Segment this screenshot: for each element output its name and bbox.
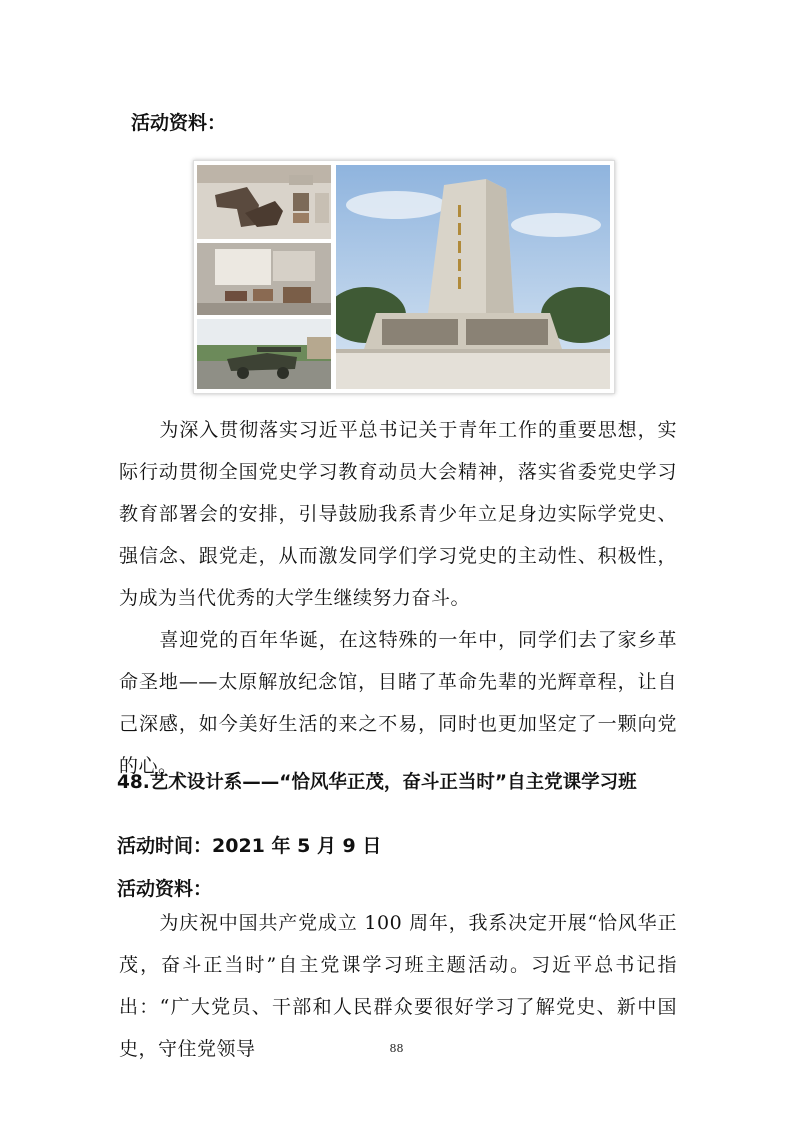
photo-collage [193, 160, 615, 394]
exhibit-photo [197, 243, 331, 315]
artifact-photo [197, 165, 331, 239]
tank-photo [197, 319, 331, 389]
materials-heading-2: 活动资料： [117, 878, 213, 900]
activity-time: 活动时间：2021 年 5 月 9 日 [117, 835, 382, 857]
monument-photo [336, 165, 610, 389]
paragraph-3-text: 为庆祝中国共产党成立 100 周年，我系决定开展“恰风华正茂，奋斗正当时”自主党课学习班主题活动。习近平总书记指出：“广大党员、干部和人民群众要很好学习了解党史、新中国史，守住党领导 [119, 912, 677, 1060]
materials-heading: 活动资料： [131, 112, 227, 134]
page-number: 88 [389, 1042, 404, 1055]
section-title: 48.艺术设计系——“恰风华正茂，奋斗正当时”自主党课学习班 [117, 772, 637, 793]
paragraph-1 [119, 409, 677, 619]
paragraph-2 [119, 619, 677, 787]
paragraph-1-text: 为深入贯彻落实习近平总书记关于青年工作的重要思想，实际行动贯彻全国党史学习教育动员大会精神，落实省委党史学习教育部署会的安排，引导鼓励我系青少年立足身边实际学党史、强信念、跟党走，从而激发同学们学习党史的主动性、积极性，为成为当代优秀的大学生继续努力奋斗。 [119, 419, 677, 609]
paragraph-2-text: 喜迎党的百年华诞，在这特殊的一年中，同学们去了家乡革命圣地——太原解放纪念馆，目睹了革命先辈的光辉章程，让自己深感，如今美好生活的来之不易，同时也更加坚定了一颗向党的心。 [119, 629, 677, 777]
